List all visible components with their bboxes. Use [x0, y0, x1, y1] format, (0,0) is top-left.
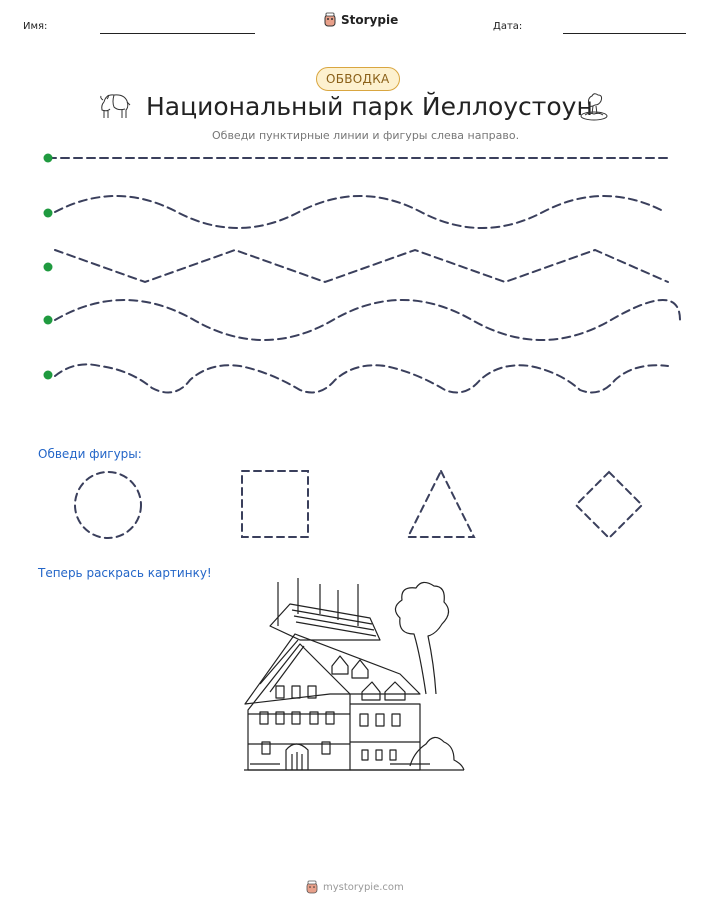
tracing-line-wave-2[interactable]: [55, 300, 680, 340]
storypie-logo-icon: [306, 880, 318, 894]
start-dot: [44, 316, 53, 325]
start-dot: [44, 371, 53, 380]
coloring-label: Теперь раскрась картинку!: [38, 566, 212, 580]
start-dot: [44, 209, 53, 218]
footer: [306, 880, 404, 894]
lodge-illustration: [240, 574, 468, 778]
name-label: Имя:: [23, 21, 48, 32]
tracing-line-zigzag[interactable]: [55, 250, 668, 282]
trace-triangle[interactable]: [408, 471, 474, 537]
tracing-shapes: [0, 460, 709, 550]
brand-name: Storypie: [341, 13, 399, 27]
tracing-lines: [0, 0, 709, 420]
tracing-line-wave-3[interactable]: [55, 364, 668, 392]
page-title: Национальный парк Йеллоустоун: [146, 92, 593, 121]
footer-url[interactable]: mystorypie.com: [323, 881, 404, 893]
page-subtitle: Обведи пунктирные линии и фигуры слева направо.: [212, 129, 520, 142]
shapes-label: Обведи фигуры:: [38, 447, 142, 461]
date-label: Дата:: [493, 21, 523, 32]
start-dot: [44, 263, 53, 272]
trace-circle[interactable]: [75, 472, 141, 538]
tracing-line-wave-1[interactable]: [55, 196, 665, 228]
trace-diamond[interactable]: [576, 472, 642, 538]
start-dot: [44, 154, 53, 163]
trace-square[interactable]: [242, 471, 308, 537]
activity-badge: ОБВОДКА: [316, 67, 400, 91]
